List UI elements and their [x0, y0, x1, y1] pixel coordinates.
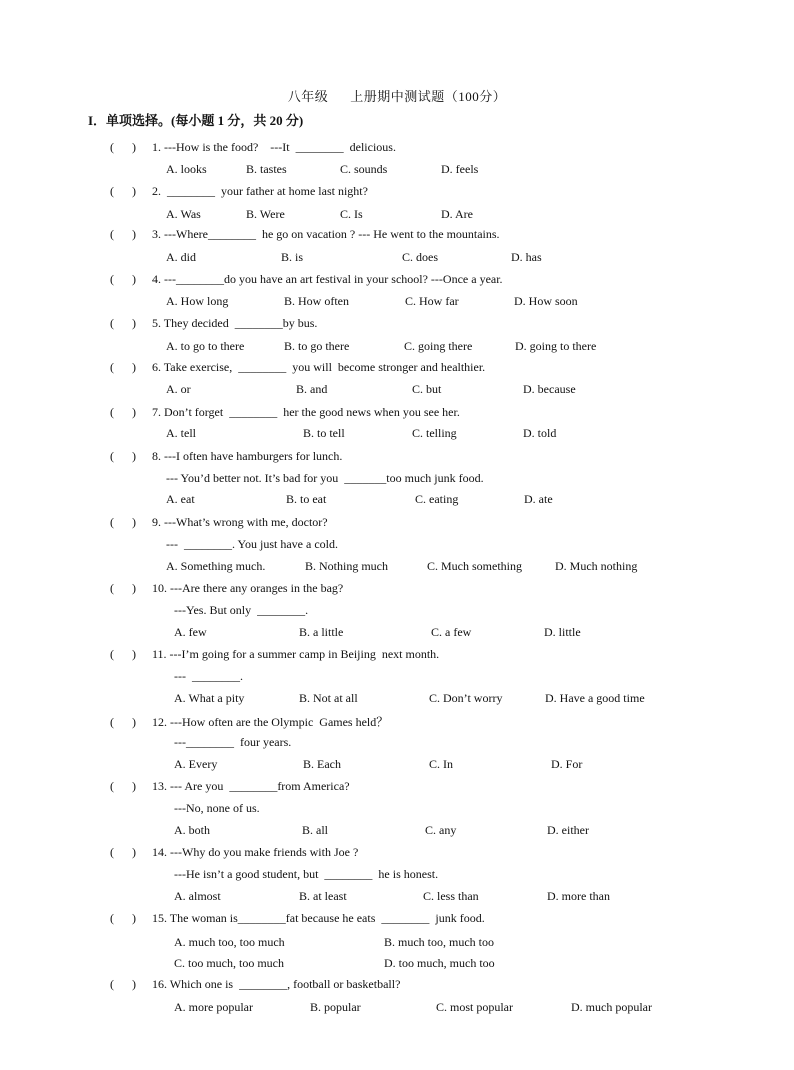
answer-option: D. told: [523, 426, 557, 440]
answer-option: C. Don’t worry: [429, 691, 503, 705]
answer-blank[interactable]: ( ): [110, 715, 136, 729]
answer-option: A. to go to there: [166, 339, 245, 353]
question-stem: 10. ---Are there any oranges in the bag?: [152, 581, 344, 595]
answer-blank[interactable]: ( ): [110, 581, 136, 595]
answer-option: B. Each: [303, 757, 341, 771]
answer-blank[interactable]: ( ): [110, 845, 136, 859]
answer-option: D. Much nothing: [555, 559, 638, 573]
answer-option: C. How far: [405, 294, 459, 308]
question-reply: --- ________.: [174, 669, 243, 683]
question-stem: 13. --- Are you ________from America?: [152, 779, 350, 793]
answer-option: B. How often: [284, 294, 349, 308]
answer-option: B. Not at all: [299, 691, 358, 705]
answer-option: D. Are: [441, 207, 473, 221]
answer-option: B. tastes: [246, 162, 287, 176]
section-heading: I．单项选择。(每小题 1 分，共 20 分): [88, 113, 304, 128]
answer-option: D. more than: [547, 889, 610, 903]
answer-option: A. looks: [166, 162, 207, 176]
question-reply: ---He isn’t a good student, but ________ he is honest.: [174, 867, 439, 881]
answer-option: B. Nothing much: [305, 559, 388, 573]
question-item: [110, 140, 396, 155]
answer-option: B. is: [281, 250, 304, 264]
answer-blank[interactable]: ( ): [110, 227, 136, 241]
answer-blank[interactable]: ( ): [110, 515, 136, 529]
answer-option: C. most popular: [436, 1000, 513, 1014]
answer-option: B. a little: [299, 625, 344, 639]
answer-option: B. all: [302, 823, 328, 837]
answer-option: C. Is: [340, 207, 363, 221]
answer-option: A. few: [174, 625, 207, 639]
answer-option: D. going to there: [515, 339, 597, 353]
answer-option: C. does: [402, 250, 438, 264]
answer-option: D. ate: [524, 492, 553, 506]
exam-title: 上册期中测试题（100分）: [350, 89, 507, 104]
question-stem: 16. Which one is ________, football or basketball?: [152, 977, 401, 991]
question-stem: 2. ________ your father at home last night?: [152, 184, 368, 198]
answer-option: D. too much, much too: [384, 956, 495, 970]
question-stem: 1. ---How is the food? ---It ________ delicious.: [152, 140, 396, 154]
question-item: [110, 449, 342, 464]
answer-option: A. Something much.: [166, 559, 266, 573]
answer-option: D. has: [511, 250, 542, 264]
answer-blank[interactable]: ( ): [110, 360, 136, 374]
answer-option: C. eating: [415, 492, 459, 506]
answer-option: A. more popular: [174, 1000, 253, 1014]
answer-blank[interactable]: ( ): [110, 449, 136, 463]
answer-option: C. a few: [431, 625, 472, 639]
answer-option: C. less than: [423, 889, 479, 903]
answer-option: A. How long: [166, 294, 229, 308]
answer-blank[interactable]: ( ): [110, 316, 136, 330]
question-stem: 12. ---How often are the Olympic Games held？: [152, 715, 389, 729]
answer-option: D. either: [547, 823, 589, 837]
answer-blank[interactable]: ( ): [110, 911, 136, 925]
answer-option: B. to go there: [284, 339, 350, 353]
answer-option: A. or: [166, 382, 191, 396]
answer-option: C. sounds: [340, 162, 388, 176]
question-reply: --- ________. You just have a cold.: [166, 537, 338, 551]
question-stem: 15. The woman is________fat because he eats ________ junk food.: [152, 911, 485, 925]
answer-blank[interactable]: ( ): [110, 779, 136, 793]
answer-option: D. much popular: [571, 1000, 652, 1014]
answer-option: C. any: [425, 823, 457, 837]
question-item: [110, 405, 460, 420]
question-stem: 8. ---I often have hamburgers for lunch.: [152, 449, 343, 463]
answer-option: A. Was: [166, 207, 201, 221]
answer-blank[interactable]: ( ): [110, 977, 136, 991]
question-stem: 3. ---Where________ he go on vacation ? --- He went to the mountains.: [152, 227, 500, 241]
question-stem: 7. Don’t forget ________ her the good news when you see her.: [152, 405, 460, 419]
answer-option: D. For: [551, 757, 583, 771]
answer-option: A. eat: [166, 492, 195, 506]
answer-option: B. to tell: [303, 426, 345, 440]
question-reply: --- You’d better not. It’s bad for you _______too much junk food.: [166, 471, 484, 485]
question-stem: 5. They decided ________by bus.: [152, 316, 318, 330]
question-item: [110, 581, 343, 596]
question-item: [110, 227, 500, 242]
answer-blank[interactable]: ( ): [110, 647, 136, 661]
answer-option: B. at least: [299, 889, 347, 903]
answer-option: B. Were: [246, 207, 285, 221]
answer-option: D. How soon: [514, 294, 578, 308]
answer-option: C. Much something: [427, 559, 522, 573]
answer-blank[interactable]: ( ): [110, 184, 136, 198]
answer-option: B. much too, much too: [384, 935, 494, 949]
grade-label: 八年级: [287, 89, 329, 104]
question-item: [110, 911, 485, 926]
answer-option: C. In: [429, 757, 453, 771]
answer-option: D. feels: [441, 162, 479, 176]
question-item: [110, 779, 350, 794]
answer-option: C. but: [412, 382, 442, 396]
answer-option: A. What a pity: [174, 691, 245, 705]
answer-option: D. Have a good time: [545, 691, 645, 705]
question-item: [110, 360, 485, 375]
question-item: [110, 272, 503, 287]
question-reply: ---________ four years.: [174, 735, 292, 749]
question-stem: 9. ---What’s wrong with me, doctor?: [152, 515, 328, 529]
question-item: [110, 713, 388, 730]
answer-blank[interactable]: ( ): [110, 405, 136, 419]
answer-option: A. much too, too much: [174, 935, 285, 949]
answer-option: A. did: [166, 250, 196, 264]
question-reply: ---Yes. But only ________.: [174, 603, 309, 617]
answer-option: B. popular: [310, 1000, 361, 1014]
answer-option: B. and: [296, 382, 328, 396]
answer-blank[interactable]: ( ): [110, 272, 136, 286]
question-item: [110, 647, 439, 662]
question-reply: ---No, none of us.: [174, 801, 260, 815]
question-item: [110, 845, 358, 860]
question-stem: 11. ---I’m going for a summer camp in Beijing next month.: [152, 647, 440, 661]
answer-option: D. because: [523, 382, 576, 396]
question-item: [110, 316, 317, 331]
answer-option: C. going there: [404, 339, 473, 353]
answer-option: C. too much, too much: [174, 956, 284, 970]
answer-option: A. Every: [174, 757, 218, 771]
question-item: [110, 184, 368, 199]
question-item: [110, 977, 400, 992]
question-stem: 6. Take exercise, ________ you will become stronger and healthier.: [152, 360, 486, 374]
page-title: [0, 86, 794, 105]
answer-option: B. to eat: [286, 492, 327, 506]
answer-blank[interactable]: ( ): [110, 140, 136, 154]
answer-option: A. almost: [174, 889, 221, 903]
answer-option: A. both: [174, 823, 210, 837]
question-stem: 14. ---Why do you make friends with Joe ?: [152, 845, 359, 859]
answer-option: D. little: [544, 625, 581, 639]
answer-option: C. telling: [412, 426, 457, 440]
answer-option: A. tell: [166, 426, 196, 440]
question-item: [110, 515, 328, 530]
question-stem: 4. ---________do you have an art festival in your school? ---Once a year.: [152, 272, 503, 286]
